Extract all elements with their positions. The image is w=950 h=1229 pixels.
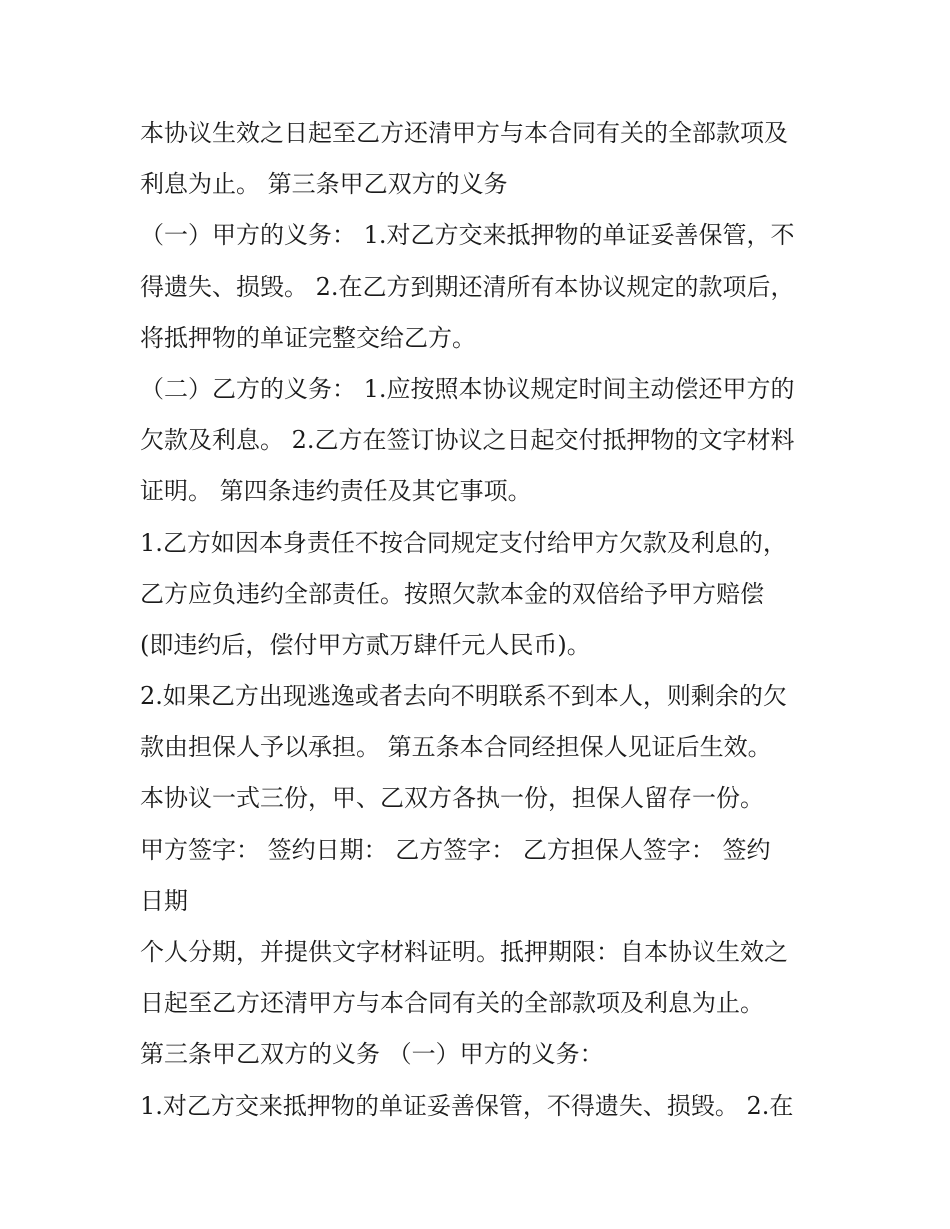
text-line: 本协议一式三份，甲、乙双方各执一份，担保人留存一份。	[140, 784, 764, 813]
text-line: 证明。 第四条违约责任及其它事项。	[140, 477, 532, 506]
text-line: （一）甲方的义务： 1.对乙方交来抵押物的单证妥善保管，不	[140, 221, 795, 250]
text-line: 日起至乙方还清甲方与本合同有关的全部款项及利息为止。	[140, 989, 764, 1018]
text-line: 2.如果乙方出现逃逸或者去向不明联系不到本人，则剩余的欠	[140, 682, 787, 711]
text-line: (即违约后，偿付甲方贰万肆仟元人民币)。	[140, 630, 591, 659]
text-line: 个人分期，并提供文字材料证明。抵押期限：自本协议生效之	[140, 938, 788, 966]
text-line: 第三条甲乙双方的义务 （一）甲方的义务：	[140, 1040, 604, 1069]
text-line: 1.乙方如因本身责任不按合同规定支付给甲方欠款及利息的，	[140, 528, 787, 557]
text-line: （二）乙方的义务： 1.应按照本协议规定时间主动偿还甲方的	[140, 374, 795, 403]
text-line: 将抵押物的单证完整交给乙方。	[140, 323, 476, 352]
text-line: 日期	[140, 886, 188, 915]
text-line: 乙方应负违约全部责任。按照欠款本金的双倍给予甲方赔偿	[140, 579, 764, 608]
text-line: 本协议生效之日起至乙方还清甲方与本合同有关的全部款项及	[140, 119, 788, 147]
text-line: 甲方签字： 签约日期： 乙方签字： 乙方担保人签字： 签约	[140, 835, 771, 864]
text-line: 得遗失、损毁。 2.在乙方到期还清所有本协议规定的款项后，	[140, 272, 795, 301]
text-line: 款由担保人予以承担。 第五条本合同经担保人见证后生效。	[140, 733, 772, 762]
text-line: 利息为止。 第三条甲乙双方的义务	[140, 170, 508, 199]
text-line: 1.对乙方交来抵押物的单证妥善保管，不得遗失、损毁。 2.在	[140, 1091, 794, 1120]
document-body	[140, 108, 820, 1132]
text-line: 欠款及利息。 2.乙方在签订协议之日起交付抵押物的文字材料	[140, 426, 795, 455]
